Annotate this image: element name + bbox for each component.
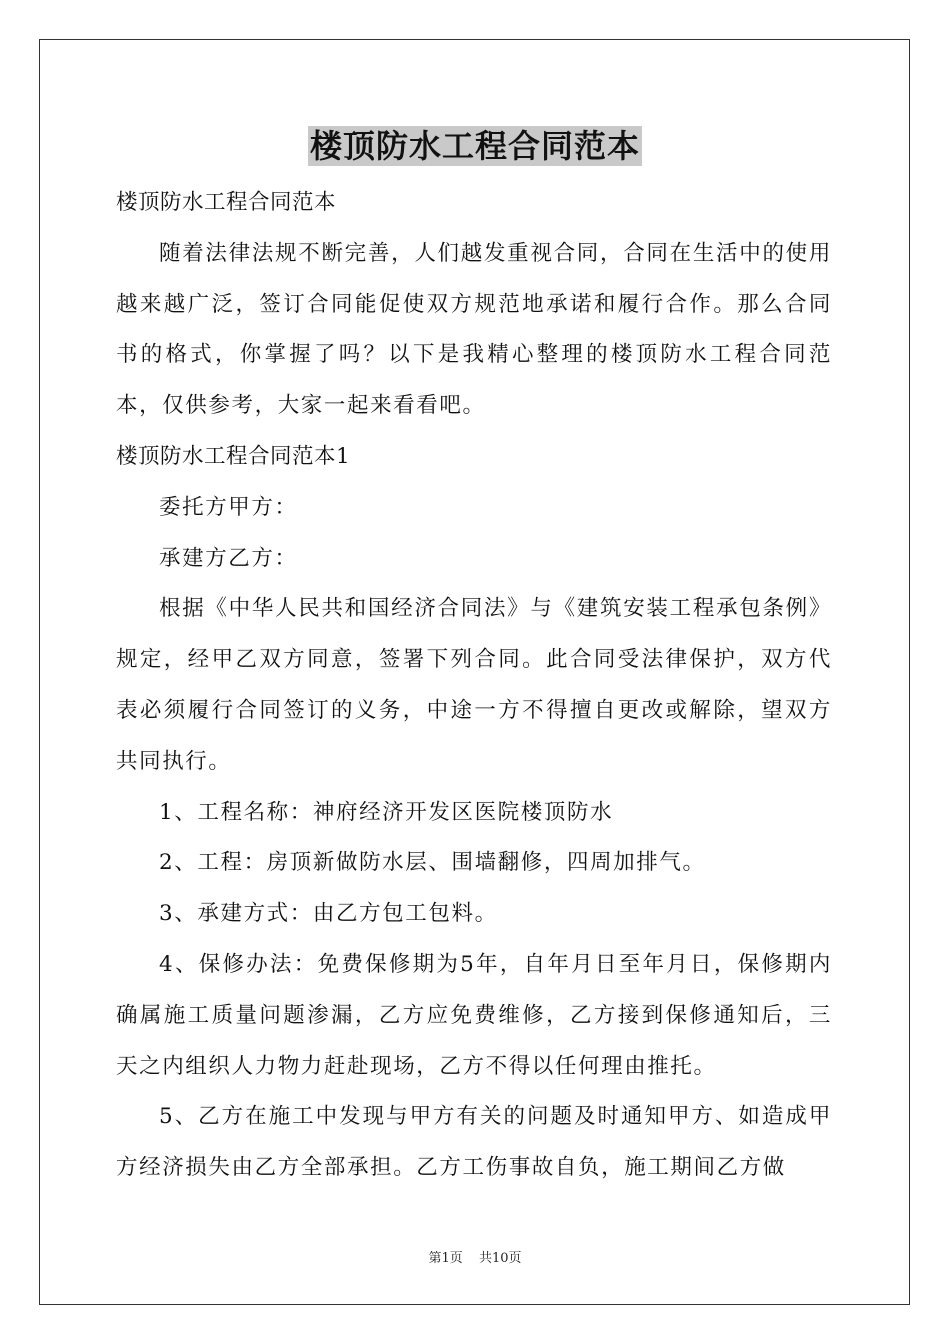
clause-4: 4、保修办法：免费保修期为5年，自年月日至年月日，保修期内确属施工质量问题渗漏，乙方应免费维修，乙方接到保修通知后，三天之内组织人力物力赶赴现场，乙方不得以任何理由推托。 [116,951,832,1079]
paragraph-contractor: 承建方乙方： [159,545,298,571]
paragraph-intro: 随着法律法规不断完善，人们越发重视合同，合同在生活中的使用越来越广泛，签订合同能促使双方规范地承诺和履行合作。那么合同书的格式，你掌握了吗？以下是我精心整理的楼顶防水工程合同范本，仅供参考，大家一起来看看吧。 [116,240,832,419]
page-footer [0,1247,950,1266]
page-number: 第1页 [428,1251,463,1266]
clause-5: 5、乙方在施工中发现与甲方有关的问题及时通知甲方、如造成甲方经济损失由乙方全部承担。乙方工伤事故自负，施工期间乙方做 [116,1104,832,1181]
document-title: 楼顶防水工程合同范本 [309,127,640,165]
paragraph-client: 委托方甲方： [159,494,298,520]
clause-2: 2、工程：房顶新做防水层、围墙翻修，四周加排气。 [159,850,706,876]
paragraph-section-heading: 楼顶防水工程合同范本1 [116,443,351,469]
paragraph-subtitle: 楼顶防水工程合同范本 [116,190,337,215]
page-total: 共10页 [478,1251,522,1266]
title-container [0,126,950,166]
clause-3: 3、承建方式：由乙方包工包料。 [159,901,498,927]
clause-1: 1、工程名称：神府经济开发区医院楼顶防水 [159,799,614,825]
document-body [116,178,832,1194]
paragraph-basis: 根据《中华人民共和国经济合同法》与《建筑安装工程承包条例》规定，经甲乙双方同意，签署下列合同。此合同受法律保护，双方代表必须履行合同签订的义务，中途一方不得擅自更改或解除，望双方共同执行。 [116,596,832,774]
